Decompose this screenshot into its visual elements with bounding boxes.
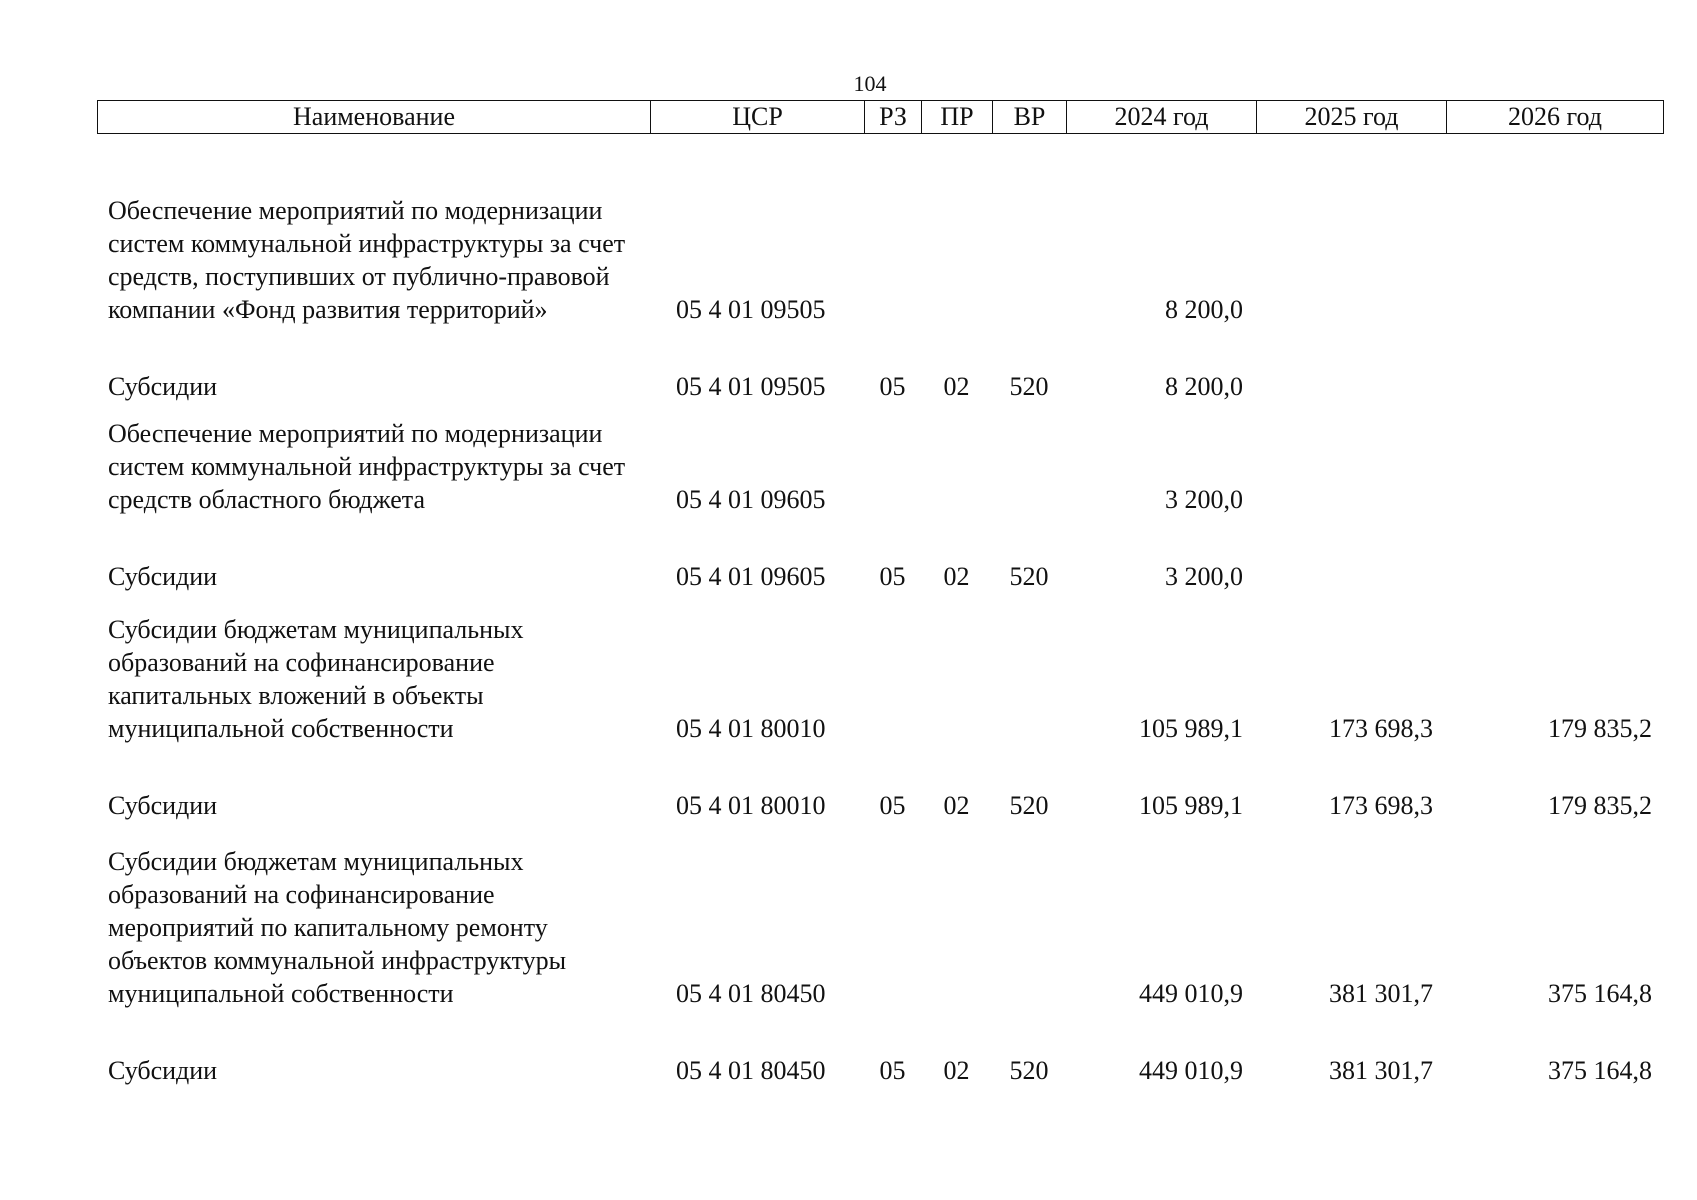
row-2026	[1446, 150, 1663, 326]
header-2026: 2026 год	[1447, 101, 1664, 134]
table-row	[97, 745, 1663, 822]
row-2026: 375 164,8	[1548, 1056, 1652, 1085]
row-2025: 381 301,7	[1329, 979, 1433, 1008]
row-rz: 05	[879, 372, 906, 401]
row-name: Субсидии бюджетам муниципальных образований на софинансирование капитальных вложений в объекты муниципальной собственности	[108, 615, 524, 743]
row-rz: 05	[879, 791, 906, 820]
row-2026: 179 835,2	[1548, 714, 1652, 743]
row-pr: 02	[943, 372, 970, 401]
table-row	[97, 822, 1663, 1010]
row-vr	[992, 150, 1066, 326]
header-rz: РЗ	[865, 101, 922, 134]
row-pr	[921, 593, 992, 745]
table-header	[97, 100, 1664, 134]
table-row	[97, 593, 1663, 745]
row-2026	[1446, 326, 1663, 403]
row-name: Субсидии	[108, 372, 218, 401]
row-name: Субсидии	[108, 791, 218, 820]
row-2024: 105 989,1	[1139, 791, 1243, 820]
row-name: Субсидии	[108, 1056, 218, 1085]
row-rz	[864, 403, 921, 516]
header-vr: ВР	[993, 101, 1067, 134]
row-vr: 520	[1009, 562, 1049, 591]
row-2024: 449 010,9	[1139, 1056, 1243, 1085]
row-pr	[921, 822, 992, 1010]
row-pr: 02	[943, 1056, 970, 1085]
row-pr	[921, 150, 992, 326]
row-pr	[921, 403, 992, 516]
row-2026	[1446, 516, 1663, 593]
row-2025	[1256, 326, 1446, 403]
row-vr: 520	[1009, 372, 1049, 401]
row-csr: 05 4 01 80450	[676, 1056, 826, 1085]
header-2024: 2024 год	[1067, 101, 1257, 134]
budget-table	[97, 150, 1663, 1087]
row-name: Субсидии бюджетам муниципальных образований на софинансирование мероприятий по капитальному ремонту объектов коммунальной инфраструктуры муниципальной собственности	[108, 847, 567, 1008]
row-vr	[992, 822, 1066, 1010]
row-csr: 05 4 01 80010	[676, 714, 826, 743]
header-2025: 2025 год	[1257, 101, 1447, 134]
row-2025: 173 698,3	[1329, 791, 1433, 820]
header-pr: ПР	[922, 101, 993, 134]
table-row	[97, 1010, 1663, 1087]
row-vr: 520	[1009, 791, 1049, 820]
row-rz	[864, 150, 921, 326]
row-2026	[1446, 403, 1663, 516]
table-row	[97, 516, 1663, 593]
row-csr: 05 4 01 09605	[676, 562, 826, 591]
row-pr: 02	[943, 562, 970, 591]
row-name: Субсидии	[108, 562, 218, 591]
row-csr: 05 4 01 80010	[676, 791, 826, 820]
row-vr	[992, 593, 1066, 745]
row-2024: 8 200,0	[1165, 372, 1243, 401]
row-2024: 3 200,0	[1165, 562, 1243, 591]
row-2025	[1256, 403, 1446, 516]
row-2025	[1256, 150, 1446, 326]
row-2026: 179 835,2	[1548, 791, 1652, 820]
row-csr: 05 4 01 09505	[676, 295, 826, 324]
row-2025	[1256, 516, 1446, 593]
table-row	[97, 150, 1663, 326]
row-rz	[864, 822, 921, 1010]
row-pr: 02	[943, 791, 970, 820]
row-2024: 3 200,0	[1165, 485, 1243, 514]
header-name: Наименование	[98, 101, 651, 134]
row-2025: 173 698,3	[1329, 714, 1433, 743]
row-rz	[864, 593, 921, 745]
table-row	[97, 403, 1663, 516]
row-csr: 05 4 01 80450	[676, 979, 826, 1008]
row-vr: 520	[1009, 1056, 1049, 1085]
row-csr: 05 4 01 09505	[676, 372, 826, 401]
row-2025: 381 301,7	[1329, 1056, 1433, 1085]
row-2024: 8 200,0	[1165, 295, 1243, 324]
row-name: Обеспечение мероприятий по модернизации систем коммунальной инфраструктуры за счет средств, поступивших от публично-правовой компании «Фонд развития территорий»	[108, 196, 626, 324]
row-2024: 449 010,9	[1139, 979, 1243, 1008]
row-name: Обеспечение мероприятий по модернизации систем коммунальной инфраструктуры за счет средств областного бюджета	[108, 419, 626, 514]
row-rz: 05	[879, 1056, 906, 1085]
header-csr: ЦСР	[651, 101, 865, 134]
row-rz: 05	[879, 562, 906, 591]
page-number: 104	[853, 71, 887, 96]
row-2024: 105 989,1	[1139, 714, 1243, 743]
row-csr: 05 4 01 09605	[676, 485, 826, 514]
row-2026: 375 164,8	[1548, 979, 1652, 1008]
row-vr	[992, 403, 1066, 516]
table-row	[97, 326, 1663, 403]
